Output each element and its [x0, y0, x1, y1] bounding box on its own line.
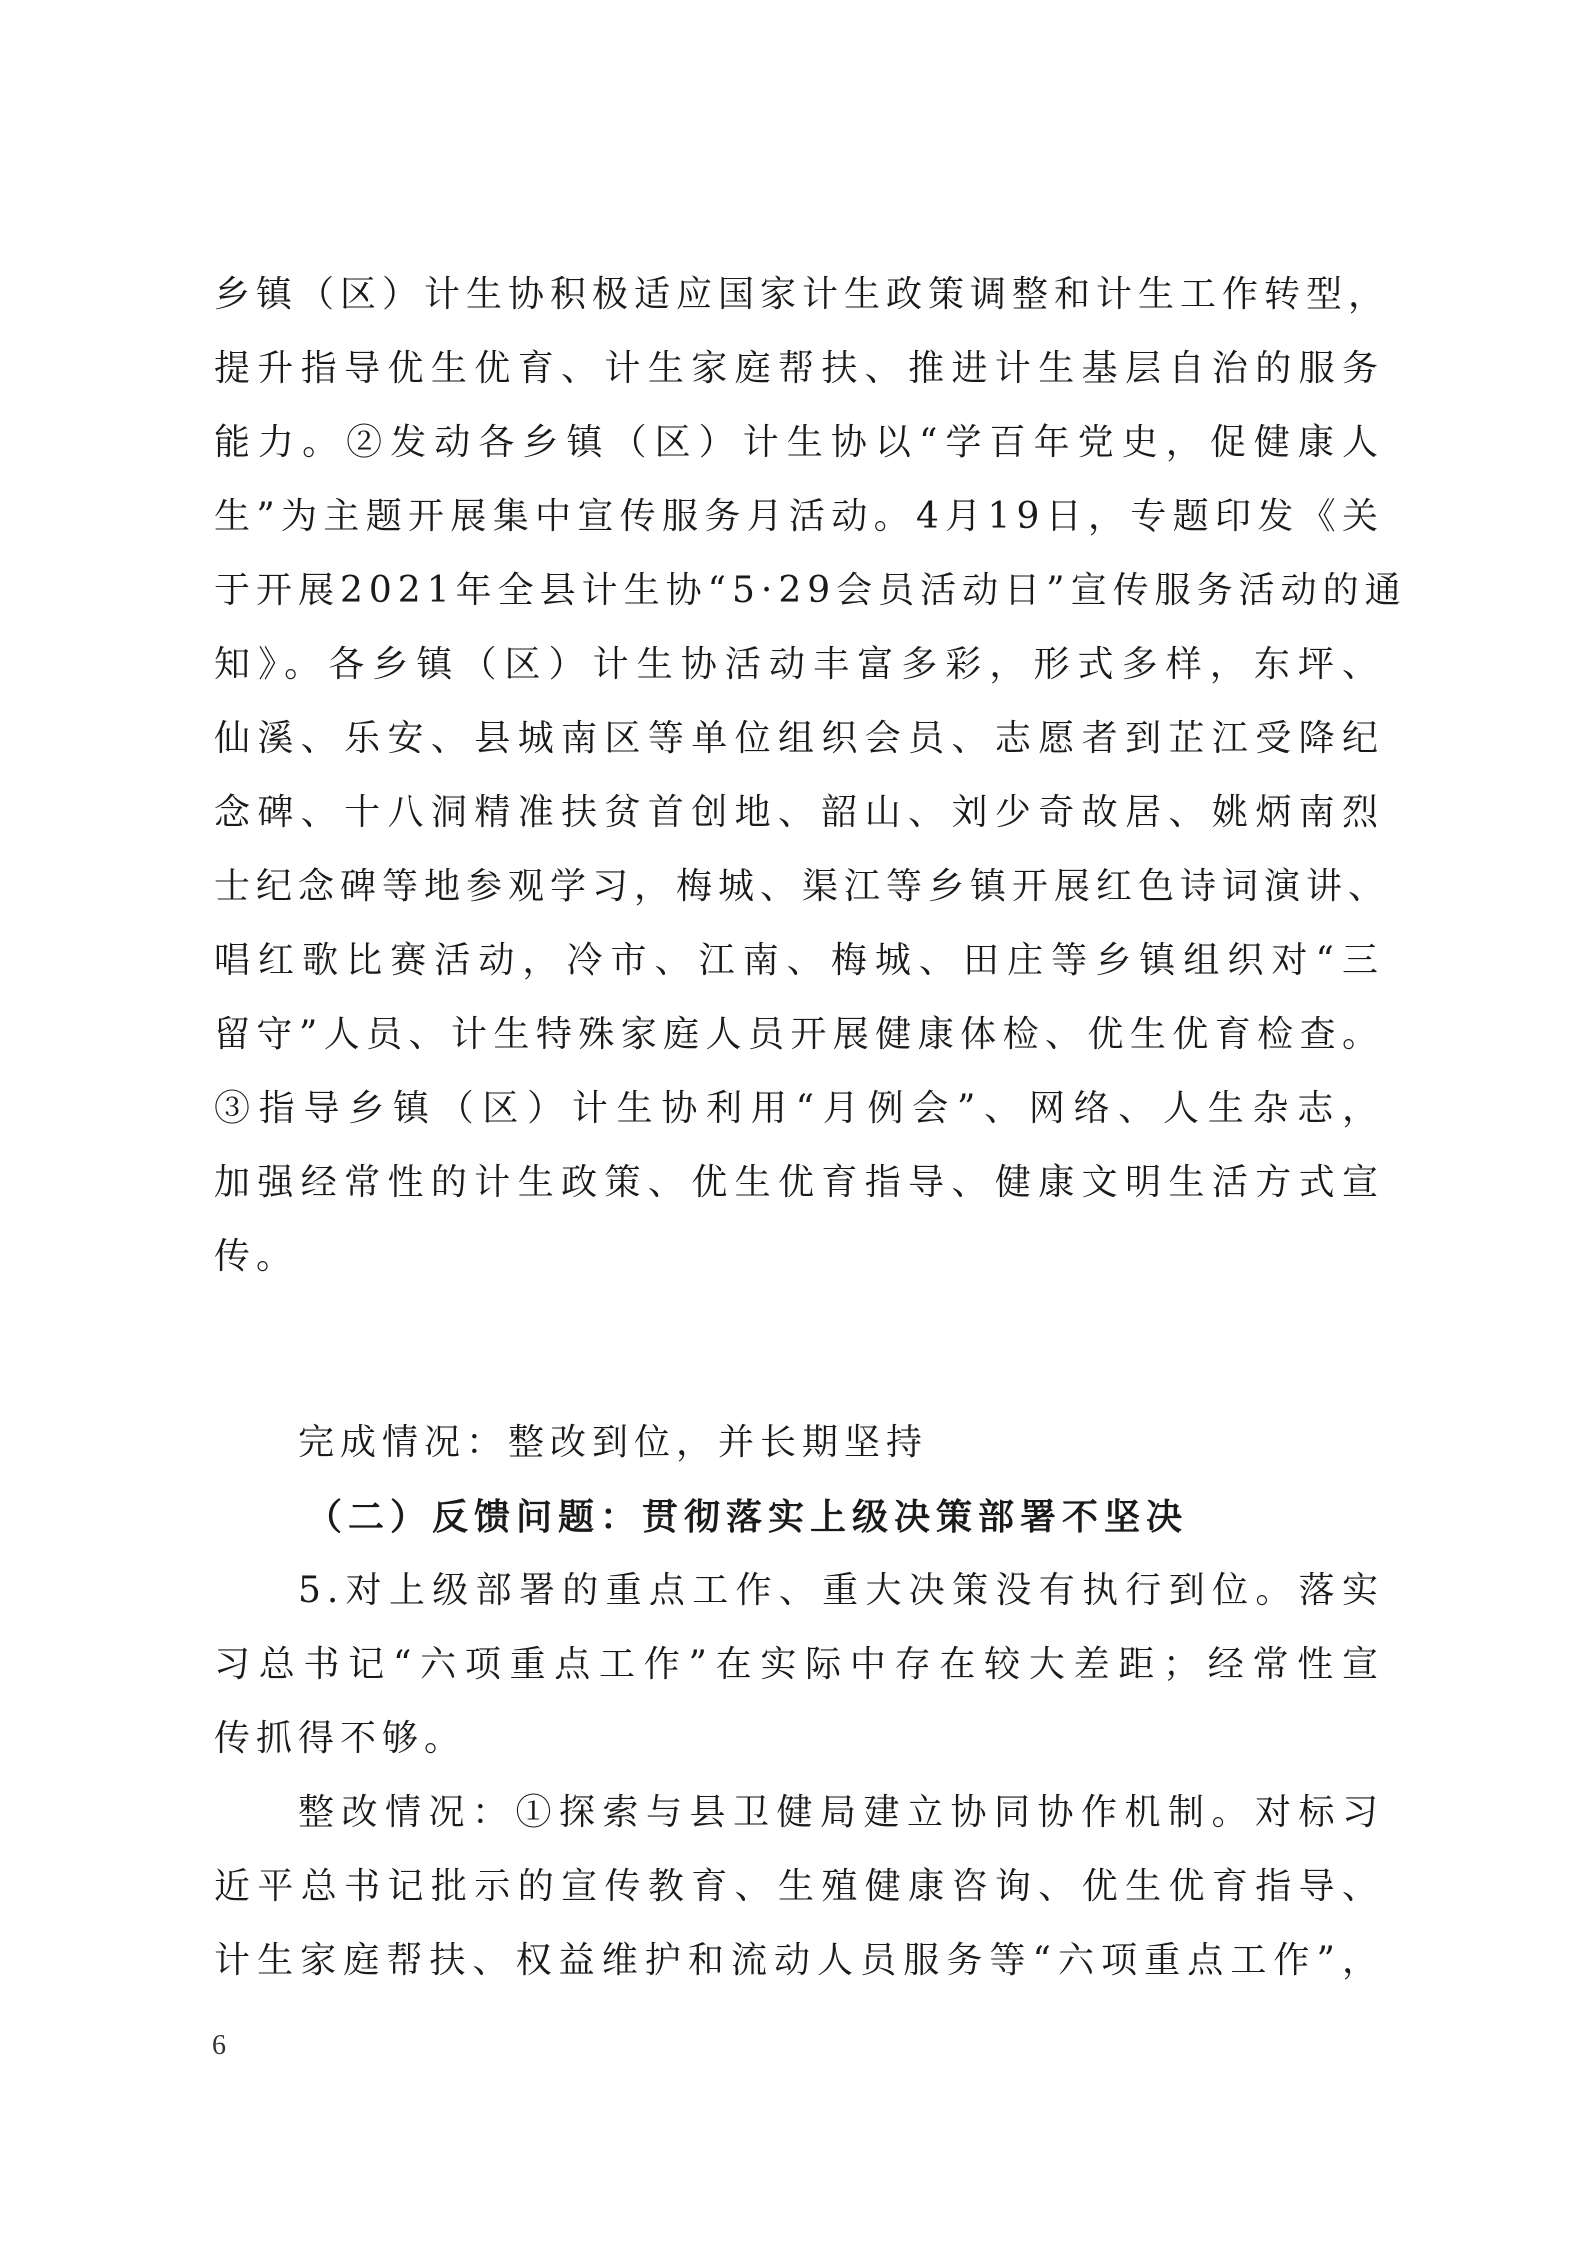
text-line: 整改情况：①探索与县卫健局建立协同协作机制。对标习 [298, 1792, 1384, 1833]
text-line: 计生家庭帮扶、权益维护和流动人员服务等“六项重点工作”， [214, 1940, 1384, 1981]
text-line: 传抓得不够。 [214, 1718, 467, 1759]
page-number: 6 [212, 2030, 226, 2061]
text-line: 5.对上级部署的重点工作、重大决策没有执行到位。落实 [298, 1570, 1384, 1611]
text-line: 乡镇（区）计生协积极适应国家计生政策调整和计生工作转型， [214, 274, 1391, 315]
text-line: 习总书记“六项重点工作”在实际中存在较大差距；经常性宣 [214, 1644, 1384, 1685]
text-line: 近平总书记批示的宣传教育、生殖健康咨询、优生优育指导、 [214, 1866, 1384, 1907]
completion-status [214, 1406, 1384, 1480]
paragraph-rectification [214, 1776, 1384, 1998]
text-line: 念碑、十八洞精准扶贫首创地、韶山、刘少奇故居、姚炳南烈 [214, 792, 1384, 833]
feedback-heading [214, 1480, 1384, 1554]
paragraph-issue-5 [214, 1554, 1384, 1776]
text-line: 知》。各乡镇（区）计生协活动丰富多彩，形式多样，东坪、 [214, 644, 1384, 685]
text-line: 仙溪、乐安、县城南区等单位组织会员、志愿者到芷江受降纪 [214, 718, 1384, 759]
text-line: 于开展2021年全县计生协“5·29会员活动日”宣传服务活动的通 [214, 570, 1407, 611]
text-line: 传。 [214, 1236, 299, 1277]
paragraph-service-activities [214, 258, 1407, 1294]
text-line: 留守”人员、计生特殊家庭人员开展健康体检、优生优育检查。 [214, 1014, 1384, 1055]
text-line: ③指导乡镇（区）计生协利用“月例会”、网络、人生杂志， [214, 1088, 1384, 1129]
feedback-heading-text: （二）反馈问题：贯彻落实上级决策部署不坚决 [306, 1496, 1189, 1538]
text-line: 能力。②发动各乡镇（区）计生协以“学百年党史，促健康人 [214, 422, 1384, 463]
text-line: 唱红歌比赛活动，冷市、江南、梅城、田庄等乡镇组织对“三 [214, 940, 1384, 981]
completion-status-text: 完成情况：整改到位，并长期坚持 [298, 1422, 929, 1463]
text-line: 提升指导优生优育、计生家庭帮扶、推进计生基层自治的服务 [214, 348, 1384, 389]
text-line: 加强经常性的计生政策、优生优育指导、健康文明生活方式宣 [214, 1162, 1384, 1203]
text-line: 士纪念碑等地参观学习，梅城、渠江等乡镇开展红色诗词演讲、 [214, 866, 1391, 907]
text-line: 生”为主题开展集中宣传服务月活动。4月19日，专题印发《关 [214, 496, 1384, 537]
